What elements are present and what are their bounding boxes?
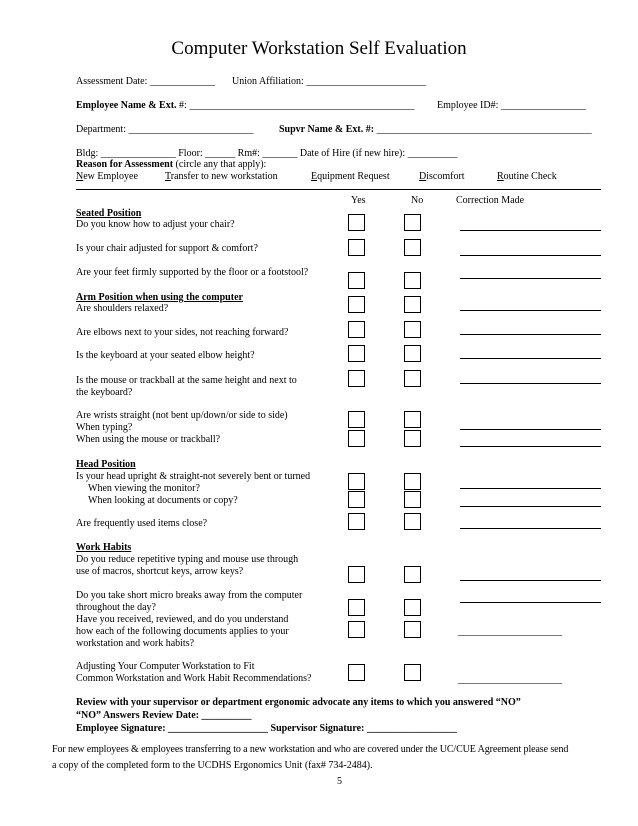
question-text: Are wrists straight (not bent up/down/or side to side): [76, 410, 288, 421]
no-checkbox[interactable]: [404, 473, 421, 490]
no-checkbox[interactable]: [404, 621, 421, 638]
no-checkbox[interactable]: [404, 491, 421, 508]
yes-checkbox[interactable]: [348, 621, 365, 638]
no-checkbox[interactable]: [404, 239, 421, 256]
question-text: Do you reduce repetitive typing and mouse use through: [76, 554, 299, 565]
employee-name-label: Employee Name & Ext.: [76, 100, 177, 111]
correction-line[interactable]: _______________________: [458, 626, 562, 637]
no-checkbox[interactable]: [404, 321, 421, 338]
correction-line[interactable]: [460, 580, 601, 581]
question-text: When typing?: [76, 422, 133, 433]
question-text: Is your chair adjusted for support & comfort?: [76, 243, 258, 254]
correction-line[interactable]: _______________________: [458, 674, 562, 685]
correction-line[interactable]: [460, 602, 601, 603]
question-text: Is the keyboard at your seated elbow height?: [76, 350, 255, 361]
section-seated-position: Seated Position: [76, 208, 142, 219]
yes-checkbox[interactable]: [348, 239, 365, 256]
correction-line[interactable]: [460, 255, 601, 256]
correction-line[interactable]: [460, 488, 601, 489]
section-arm-position: Arm Position when using the computer: [76, 292, 243, 303]
yes-checkbox[interactable]: [348, 272, 365, 289]
reason-label: Reason for Assessment: [76, 159, 174, 170]
correction-line[interactable]: [460, 383, 601, 384]
reason-routine-check[interactable]: Routine Check: [497, 171, 557, 182]
correction-line[interactable]: [460, 278, 601, 279]
question-text: Common Workstation and Work Habit Recommendations?: [76, 673, 312, 684]
no-checkbox[interactable]: [404, 296, 421, 313]
no-checkbox[interactable]: [404, 566, 421, 583]
question-text: Are your feet firmly supported by the floor or a footstool?: [76, 267, 309, 278]
reason-transfer[interactable]: Transfer to new workstation: [165, 171, 278, 182]
correction-line[interactable]: [460, 358, 601, 359]
no-checkbox[interactable]: [404, 599, 421, 616]
question-text: Have you received, reviewed, and do you understand: [76, 614, 289, 625]
employee-name-field[interactable]: [76, 100, 414, 112]
yes-checkbox[interactable]: [348, 664, 365, 681]
submission-note: For new employees & employees transferring to a new workstation and who are covered under the UC/CUE Agreement please send: [52, 744, 569, 755]
department-field[interactable]: Department: _________________________: [76, 124, 254, 135]
question-text: Adjusting Your Computer Workstation to Fit: [76, 661, 255, 672]
yes-checkbox[interactable]: [348, 513, 365, 530]
question-text: Are frequently used items close?: [76, 518, 208, 529]
no-checkbox[interactable]: [404, 411, 421, 428]
section-head-position: Head Position: [76, 459, 136, 470]
yes-checkbox[interactable]: [348, 473, 365, 490]
question-text: Do you take short micro breaks away from the computer: [76, 590, 303, 601]
question-text: workstation and work habits?: [76, 638, 195, 649]
correction-line[interactable]: [460, 230, 601, 231]
yes-column-header: Yes: [351, 195, 366, 206]
employee-id-field[interactable]: Employee ID#: _________________: [437, 100, 586, 111]
question-text: When viewing the monitor?: [88, 483, 200, 494]
correction-line[interactable]: [460, 506, 601, 507]
yes-checkbox[interactable]: [348, 430, 365, 447]
question-text: Is the mouse or trackball at the same height and next to: [76, 375, 297, 386]
union-affiliation-field[interactable]: Union Affiliation: ________________________: [232, 76, 427, 87]
reason-equipment-request[interactable]: Equipment Request: [311, 171, 390, 182]
question-text: When using the mouse or trackball?: [76, 434, 221, 445]
correction-line[interactable]: [460, 429, 601, 430]
question-text: When looking at documents or copy?: [88, 495, 238, 506]
no-checkbox[interactable]: [404, 370, 421, 387]
yes-checkbox[interactable]: [348, 599, 365, 616]
no-checkbox[interactable]: [404, 430, 421, 447]
assessment-date-field[interactable]: Assessment Date: _____________: [76, 76, 215, 87]
signature-fields[interactable]: Employee Signature: ____________________ Supervisor Signature: __________________: [76, 723, 457, 734]
question-text: Are elbows next to your sides, not reaching forward?: [76, 327, 289, 338]
review-date-field[interactable]: “NO” Answers Review Date: __________: [76, 710, 252, 721]
employee-name-blank: #: _____________________________________________: [176, 100, 415, 111]
no-checkbox[interactable]: [404, 272, 421, 289]
no-checkbox[interactable]: [404, 214, 421, 231]
question-text: use of macros, shortcut keys, arrow keys?: [76, 566, 244, 577]
reason-new-employee[interactable]: New Employee: [76, 171, 138, 182]
no-column-header: No: [411, 195, 424, 206]
divider: [76, 189, 601, 190]
correction-line[interactable]: [460, 310, 601, 311]
reason-discomfort[interactable]: Discomfort: [419, 171, 465, 182]
supervisor-name-blank: ___________________________________________: [374, 124, 592, 135]
question-text: Are shoulders relaxed?: [76, 303, 169, 314]
yes-checkbox[interactable]: [348, 214, 365, 231]
question-text: Do you know how to adjust your chair?: [76, 219, 235, 230]
yes-checkbox[interactable]: [348, 345, 365, 362]
correction-column-header: Correction Made: [456, 195, 525, 206]
no-checkbox[interactable]: [404, 664, 421, 681]
yes-checkbox[interactable]: [348, 296, 365, 313]
yes-checkbox[interactable]: [348, 566, 365, 583]
location-fields[interactable]: Bldg: _______________ Floor: ______ Rm#: _______ Date of Hire (if new hire): __________: [76, 148, 458, 159]
reason-heading: [76, 159, 266, 171]
yes-checkbox[interactable]: [348, 491, 365, 508]
page-title: Computer Workstation Self Evaluation: [171, 38, 467, 59]
yes-checkbox[interactable]: [348, 411, 365, 428]
question-text: Is your head upright & straight-not severely bent or turned: [76, 471, 311, 482]
yes-checkbox[interactable]: [348, 321, 365, 338]
section-work-habits: Work Habits: [76, 542, 132, 553]
supervisor-name-field[interactable]: [279, 124, 592, 136]
question-text: how each of the following documents applies to your: [76, 626, 289, 637]
no-checkbox[interactable]: [404, 345, 421, 362]
page-number: 5: [337, 776, 342, 787]
correction-line[interactable]: [460, 528, 601, 529]
question-text: the keyboard?: [76, 387, 133, 398]
question-text: throughout the day?: [76, 602, 156, 613]
correction-line[interactable]: [460, 446, 601, 447]
submission-note: a copy of the completed form to the UCDHS Ergonomics Unit (fax# 734-2484).: [52, 760, 373, 771]
correction-line[interactable]: [460, 334, 601, 335]
yes-checkbox[interactable]: [348, 370, 365, 387]
supervisor-name-label: Supvr Name & Ext. #:: [279, 124, 375, 135]
reason-note: (circle any that apply):: [173, 159, 267, 170]
no-checkbox[interactable]: [404, 513, 421, 530]
review-instruction: Review with your supervisor or department ergonomic advocate any items to which you answered “NO”: [76, 697, 521, 708]
